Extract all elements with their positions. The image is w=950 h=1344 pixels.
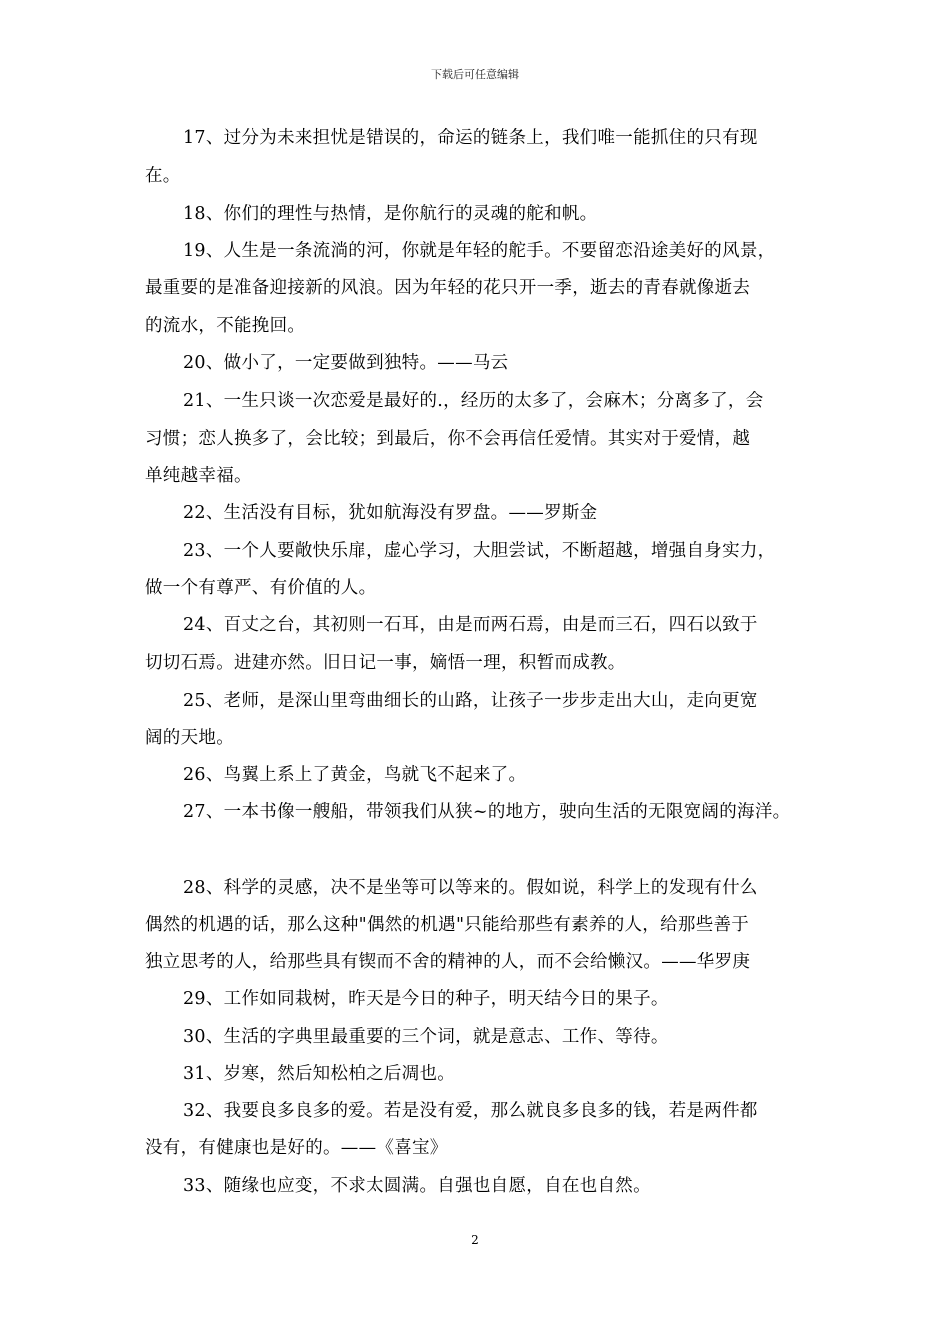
paragraph-line: 17、过分为未来担忧是错误的，命运的链条上，我们唯一能抓住的只有现 [183, 128, 758, 148]
paragraph-line: 29、工作如同栽树，昨天是今日的种子，明天结今日的果子。 [183, 989, 669, 1009]
paragraph-line: 在。 [145, 166, 181, 186]
paragraph-line: 27、一本书像一艘船，带领我们从狭~的地方，驶向生活的无限宽阔的海洋。 [183, 802, 791, 822]
paragraph-line: 最重要的是准备迎接新的风浪。因为年轻的花只开一季，逝去的青春就像逝去 [145, 278, 751, 298]
paragraph-line: 28、科学的灵感，决不是坐等可以等来的。假如说，科学上的发现有什么 [183, 878, 758, 898]
paragraph-line: 切切石焉。进建亦然。旧日记一事，嫡悟一理，积暂而成教。 [145, 653, 626, 673]
paragraph-line: 32、我要良多良多的爱。若是没有爱，那么就良多良多的钱，若是两件都 [183, 1101, 758, 1121]
paragraph-line: 做一个有尊严、有价值的人。 [145, 578, 377, 598]
paragraph-line: 21、一生只谈一次恋爱是最好的.，经历的太多了，会麻木；分离多了，会 [183, 391, 764, 411]
paragraph-line: 19、人生是一条流淌的河，你就是年轻的舵手。不要留恋沿途美好的风景， [183, 241, 776, 261]
paragraph-line: 18、你们的理性与热情，是你航行的灵魂的舵和帆。 [183, 204, 598, 224]
paragraph-line: 26、鸟翼上系上了黄金，鸟就飞不起来了。 [183, 765, 527, 785]
paragraph-line: 独立思考的人，给那些具有锲而不舍的精神的人，而不会给懒汉。——华罗庚 [145, 952, 751, 972]
paragraph-line: 22、生活没有目标，犹如航海没有罗盘。——罗斯金 [183, 503, 598, 523]
paragraph-line: 没有，有健康也是好的。——《喜宝》 [145, 1138, 448, 1158]
paragraph-line: 33、随缘也应变，不求太圆满。自强也自愿，自在也自然。 [183, 1176, 651, 1196]
paragraph-line: 23、一个人要敞快乐扉，虚心学习，大胆尝试，不断超越，增强自身实力， [183, 541, 776, 561]
paragraph-line: 的流水，不能挽回。 [145, 316, 306, 336]
paragraph-line: 单纯越幸福。 [145, 466, 252, 486]
paragraph-line: 阔的天地。 [145, 728, 234, 748]
paragraph-line: 习惯；恋人换多了，会比较；到最后，你不会再信任爱情。其实对于爱情，越 [145, 429, 751, 449]
paragraph-line: 20、做小了，一定要做到独特。——马云 [183, 353, 509, 373]
page-number: 2 [471, 1233, 479, 1247]
paragraph-line: 31、岁寒，然后知松柏之后凋也。 [183, 1064, 456, 1084]
paragraph-line: 25、老师，是深山里弯曲细长的山路，让孩子一步步走出大山，走向更宽 [183, 691, 758, 711]
paragraph-line: 30、生活的字典里最重要的三个词，就是意志、工作、等待。 [183, 1027, 669, 1047]
page-header: 下载后可任意编辑 [431, 68, 519, 81]
paragraph-line: 偶然的机遇的话，那么这种"偶然的机遇"只能给那些有素养的人，给那些善于 [145, 915, 750, 935]
paragraph-line: 24、百丈之台，其初则一石耳，由是而两石焉，由是而三石，四石以致于 [183, 615, 758, 635]
